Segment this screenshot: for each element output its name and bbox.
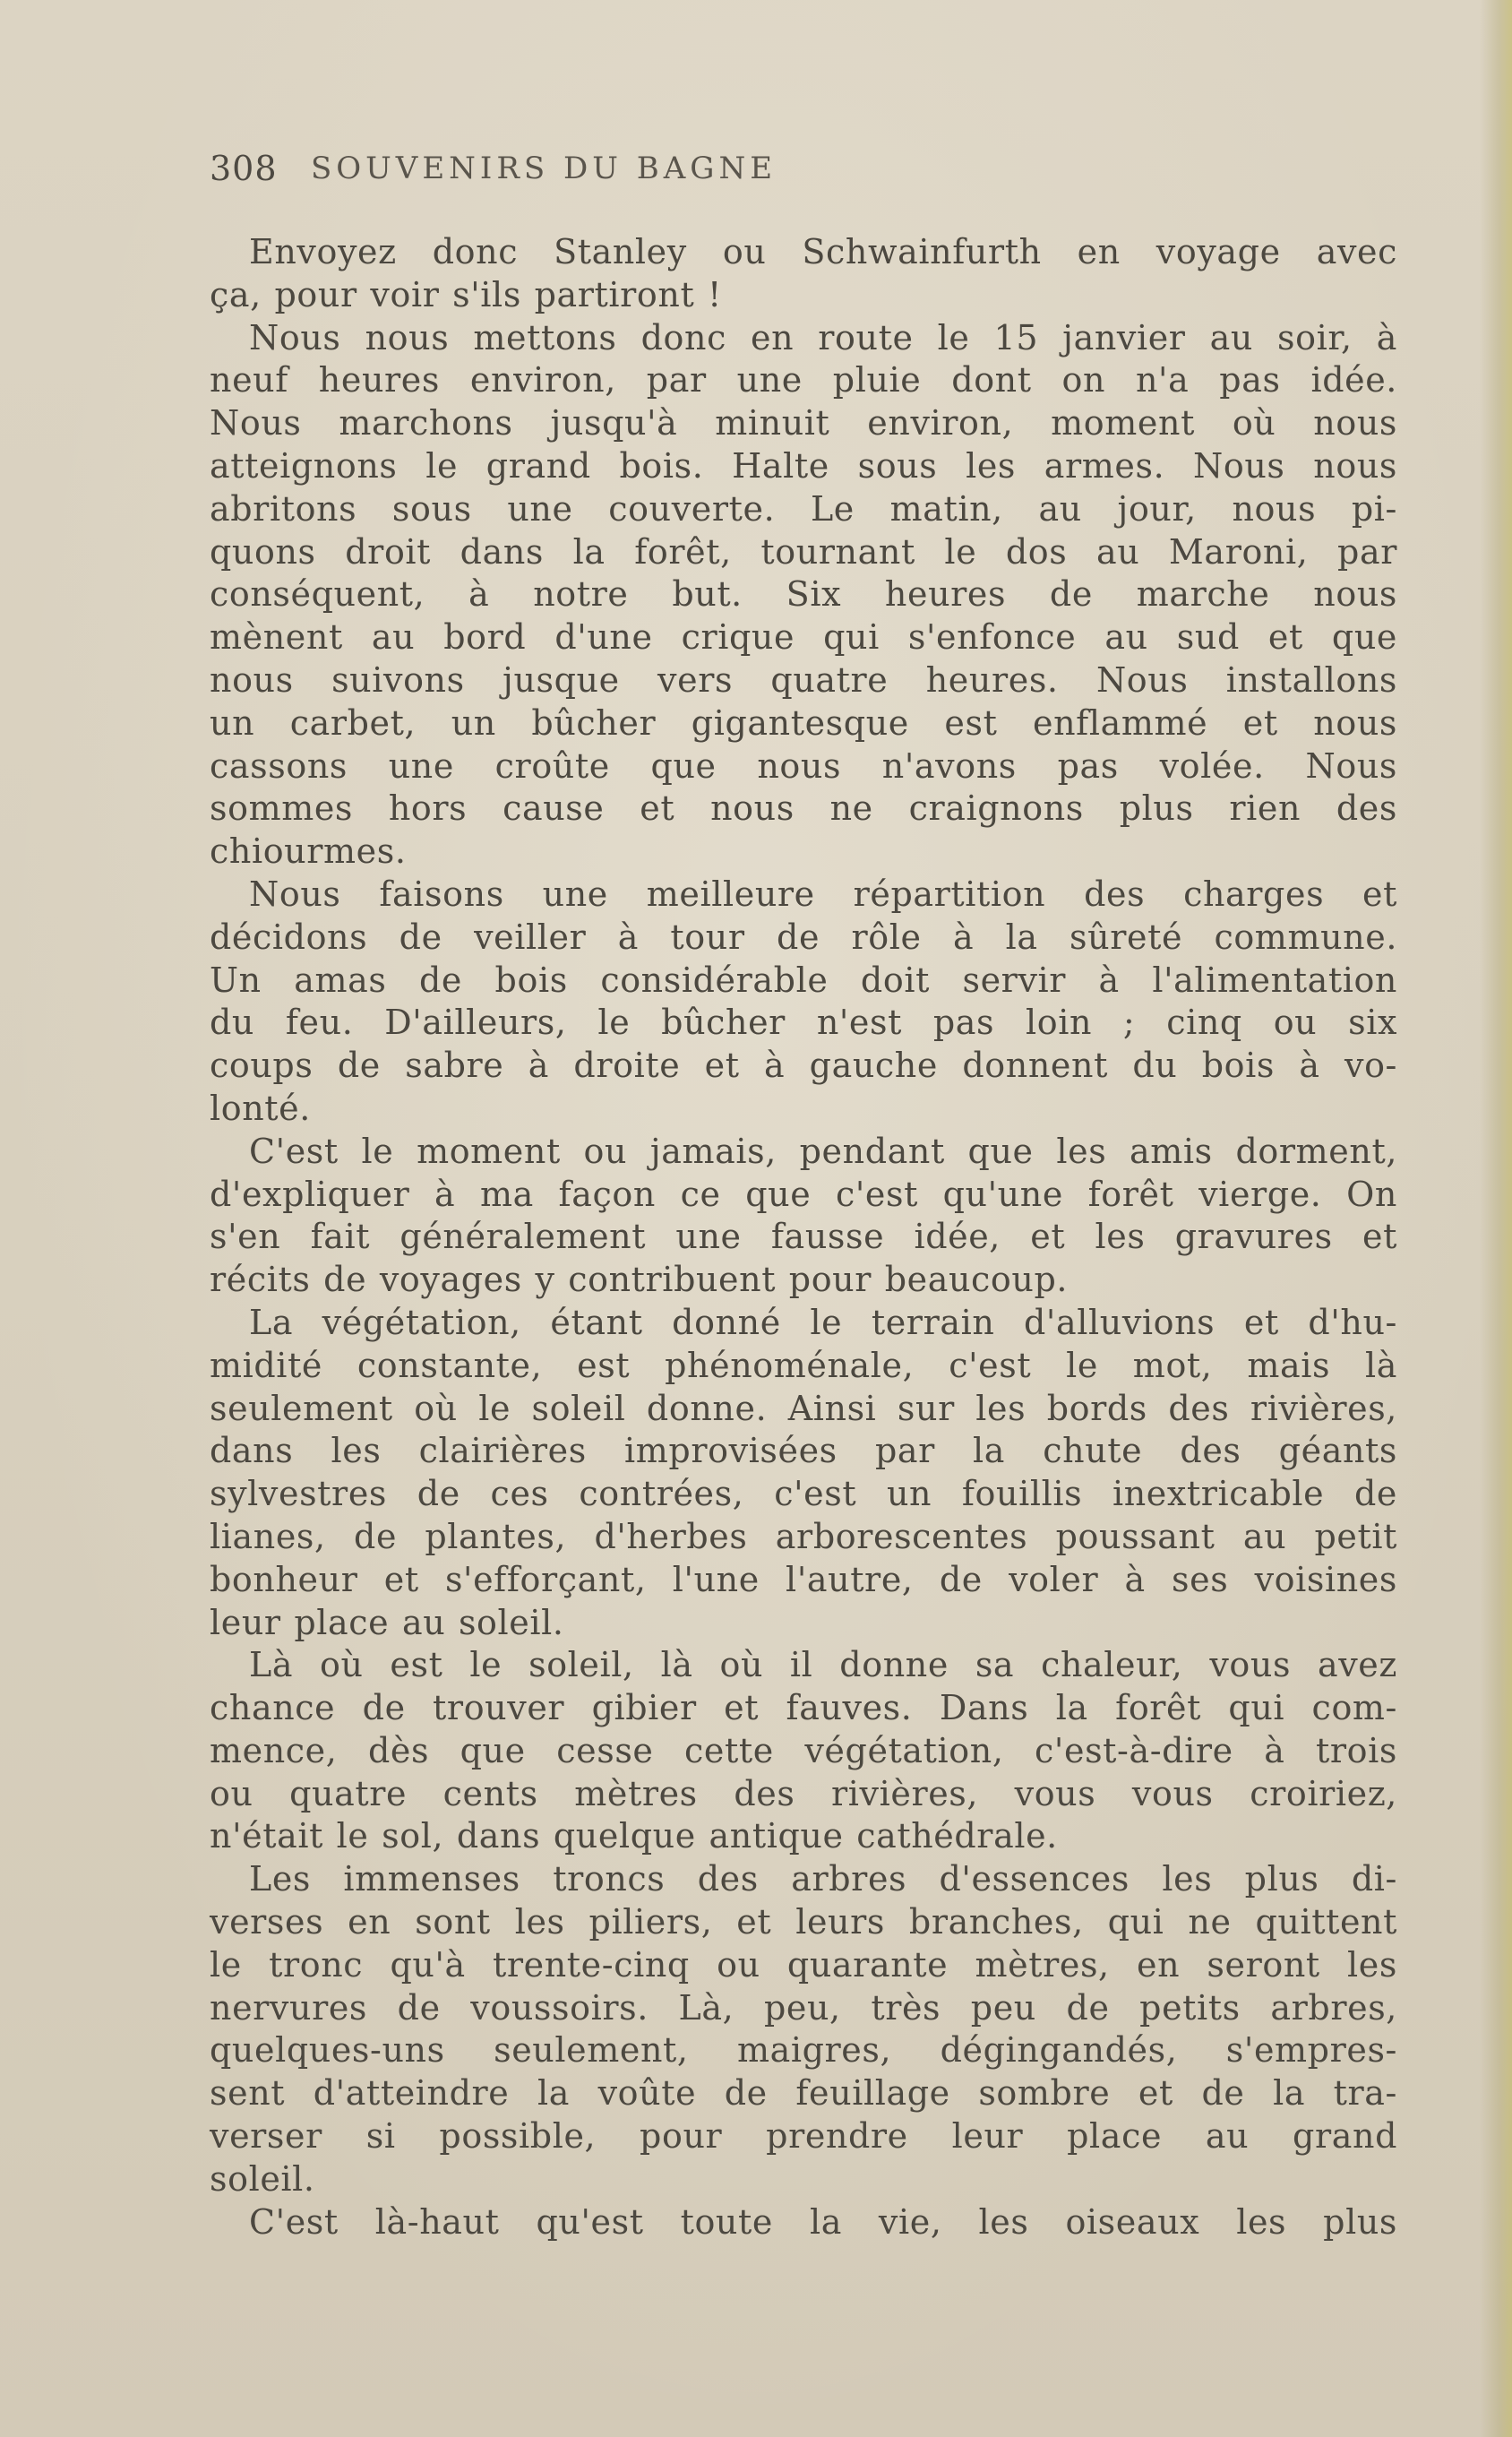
text-line: sommes hors cause et nous ne craignons plus rien des [210, 788, 1397, 829]
text-line: d'expliquer à ma façon ce que c'est qu'une forêt vierge. On [210, 1174, 1397, 1214]
page-header [210, 149, 1397, 190]
text-line: lianes, de plantes, d'herbes arborescentes poussant au petit [210, 1516, 1397, 1556]
text-line: La végétation, étant donné le terrain d'alluvions et d'hu- [249, 1302, 1397, 1342]
text-line: Envoyez donc Stanley ou Schwainfurth en voyage avec [249, 232, 1397, 271]
text-line: mence, dès que cesse cette végétation, c'est-à-dire à trois [210, 1730, 1397, 1770]
text-line: bonheur et s'efforçant, l'une l'autre, de voler à ses voisines [210, 1559, 1397, 1599]
text-line: Nous faisons une meilleure répartition des charges et [249, 874, 1397, 914]
text-line: verser si possible, pour prendre leur place au grand [210, 2116, 1397, 2157]
text-line: mènent au bord d'une crique qui s'enfonce au sud et que [210, 617, 1397, 658]
body-text [210, 231, 1397, 2265]
text-line: midité constante, est phénoménale, c'est le mot, mais là [210, 1345, 1397, 1385]
text-line: dans les clairières improvisées par la chute des géants [210, 1431, 1397, 1471]
text-line: n'était le sol, dans quelque antique cathédrale. [210, 1816, 1058, 1856]
text-line: nous suivons jusque vers quatre heures. Nous installons [210, 659, 1397, 700]
text-line: s'en fait généralement une fausse idée, et les gravures et [210, 1217, 1397, 1257]
text-line: verses en sont les piliers, et leurs branches, qui ne quittent [210, 1902, 1397, 1942]
text-line: Nous marchons jusqu'à minuit environ, moment où nous [210, 403, 1397, 443]
text-line: neuf heures environ, par une pluie dont on n'a pas idée. [210, 360, 1397, 400]
text-line: Les immenses troncs des arbres d'essences les plus di- [249, 1859, 1397, 1899]
text-line: C'est là-haut qu'est toute la vie, les oiseaux les plus [249, 2201, 1397, 2242]
page-number: 308 [210, 149, 278, 188]
text-line: quons droit dans la forêt, tournant le dos au Maroni, par [210, 531, 1397, 572]
text-line: cassons une croûte que nous n'avons pas volée. Nous [210, 745, 1397, 786]
text-line: lonté. [210, 1088, 311, 1128]
text-line: coups de sabre à droite et à gauche donnent du bois à vo- [210, 1046, 1397, 1086]
text-line: chance de trouver gibier et fauves. Dans la forêt qui com- [210, 1688, 1397, 1728]
page-edge-shadow [1480, 0, 1512, 2437]
text-line: abritons sous une couverte. Le matin, au jour, nous pi- [210, 488, 1397, 529]
text-line: Un amas de bois considérable doit servir à l'alimentation [210, 960, 1397, 1000]
text-line: atteignons le grand bois. Halte sous les armes. Nous nous [210, 445, 1397, 486]
text-line: chiourmes. [210, 831, 407, 872]
text-line: C'est le moment ou jamais, pendant que les amis dorment, [249, 1131, 1397, 1171]
running-title: SOUVENIRS DU BAGNE [310, 151, 777, 186]
text-line: ou quatre cents mètres des rivières, vous vous croiriez, [210, 1773, 1397, 1813]
text-line: le tronc qu'à trente-cinq ou quarante mètres, en seront les [210, 1944, 1397, 1985]
text-line: Nous nous mettons donc en route le 15 janvier au soir, à [249, 317, 1397, 357]
text-line: du feu. D'ailleurs, le bûcher n'est pas loin ; cinq ou six [210, 1003, 1397, 1043]
text-line: soleil. [210, 2158, 315, 2199]
text-line: un carbet, un bûcher gigantesque est enflammé et nous [210, 702, 1397, 743]
text-line: ça, pour voir s'ils partiront ! [210, 274, 722, 314]
text-line: seulement où le soleil donne. Ainsi sur les bords des rivières, [210, 1388, 1397, 1428]
text-line: conséquent, à notre but. Six heures de marche nous [210, 574, 1397, 615]
text-line: sylvestres de ces contrées, c'est un fouillis inextricable de [210, 1474, 1397, 1514]
text-line: sent d'atteindre la voûte de feuillage sombre et de la tra- [210, 2073, 1397, 2114]
text-line: leur place au soleil. [210, 1602, 564, 1642]
text-line: nervures de voussoirs. Là, peu, très peu de petits arbres, [210, 1987, 1397, 2028]
text-line: quelques-uns seulement, maigres, dégingandés, s'empres- [210, 2030, 1397, 2071]
text-line: récits de voyages y contribuent pour beaucoup. [210, 1260, 1069, 1300]
text-line: décidons de veiller à tour de rôle à la sûreté commune. [210, 917, 1397, 957]
text-line: Là où est le soleil, là où il donne sa chaleur, vous avez [249, 1645, 1397, 1685]
